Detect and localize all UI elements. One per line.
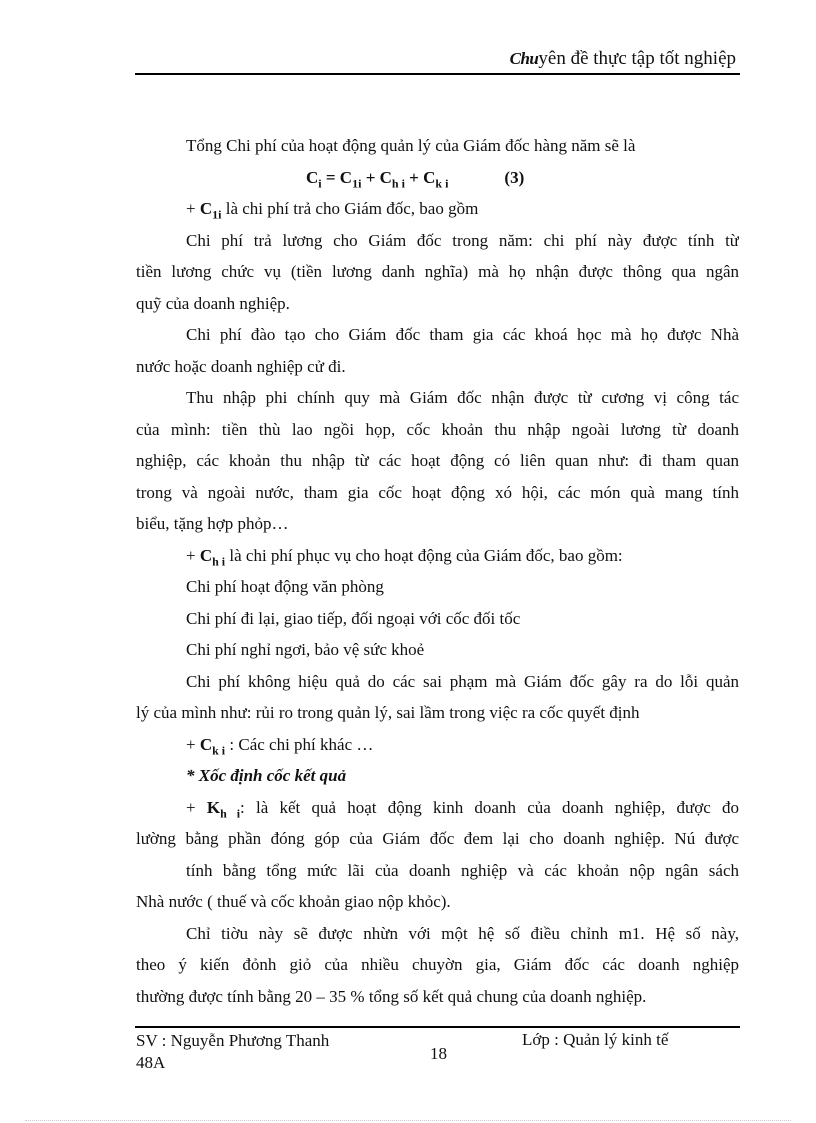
paragraph-line: Chi phí trả lương cho Giám đốc trong năm: chi phí này được tính từ — [186, 230, 739, 250]
paragraph-line: Chi phí nghỉ ngơi, bảo vệ sức khoẻ — [186, 640, 425, 659]
paragraph-line: + $C_{k i}$ : Các chi phí khác … — [186, 734, 374, 757]
page-body — [136, 130, 739, 1012]
paragraph-line: nghiệp, các khoản thu nhập từ các hoạt động có liên quan như: đi tham quan — [136, 451, 739, 470]
header-rule — [135, 73, 740, 75]
paragraph-line: biểu, tặng hợp phỏp… — [136, 514, 289, 533]
paragraph-line: tiền lương chức vụ (tiền lương danh nghĩa) mà họ nhận được thông qua ngân — [136, 262, 739, 281]
paragraph-line: Thu nhập phi chính quy mà Giám đốc nhận được từ cương vị công tác — [186, 388, 739, 407]
paragraph-line: Chi phí không hiệu quả do các sai phạm mà Giám đốc gây ra do lỗi quản — [186, 671, 739, 691]
formula-3: $C_i = C_{1i} + C_{h i} + C_{k i}$ (3) — [306, 167, 525, 190]
equation-number: (3) — [504, 167, 525, 187]
paragraph-line: trong và ngoài nước, tham gia cốc hoạt động xó hội, các món quà mang tính — [136, 482, 739, 502]
paragraph-line: + $C_{h i}$ là chi phí phục vụ cho hoạt động của Giám đốc, bao gồm: — [186, 545, 623, 568]
paragraph-line: Chi phí đào tạo cho Giám đốc tham gia các khoá học mà họ được Nhà — [186, 325, 739, 344]
page-edge-divider — [25, 1120, 791, 1121]
paragraph-line: quỹ của doanh nghiệp. — [136, 293, 290, 313]
paragraph-line: Tổng Chi phí của hoạt động quản lý của Giám đốc hàng năm sẽ là — [186, 136, 636, 155]
running-header — [510, 48, 736, 70]
paragraph-line: theo ý kiến đỏnh giỏ của nhiều chuyờn gia, Giám đốc các doanh nghiệp — [136, 955, 739, 974]
paragraph-line: nước hoặc doanh nghiệp cử đi. — [136, 356, 346, 376]
header-title-text: yên đề thực tập tốt nghiệp — [538, 48, 736, 69]
paragraph-line: thường được tính bằng 20 – 35 % tổng số kết quả chung của doanh nghiệp. — [136, 986, 647, 1006]
paragraph-line: + $C_{1i}$ là chi phí trả cho Giám đốc, bao gồm — [186, 199, 479, 222]
paragraph-line: Chi phí hoạt động văn phòng — [186, 577, 384, 596]
paragraph-line: Nhà nước ( thuế và cốc khoản giao nộp khỏc). — [136, 892, 451, 911]
footer-class: Lớp : Quản lý kinh tế — [522, 1030, 669, 1049]
paragraph-line: + $K_{h i}$: là kết quả hoạt động kinh doanh của doanh nghiệp, được đo — [186, 797, 739, 820]
header-logo: Chu — [509, 49, 539, 68]
paragraph-line: Chi phí đi lại, giao tiếp, đối ngoại với cốc đối tốc — [186, 608, 521, 628]
paragraph-line: lý của mình như: rủi ro trong quản lý, sai lầm trong việc ra cốc quyết định — [136, 703, 640, 722]
section-heading: * Xốc định cốc kết quả — [186, 766, 347, 785]
paragraph-line: của mình: tiền thù lao ngồi họp, cốc khoản thu nhập ngoài lương từ doanh — [136, 419, 739, 439]
footer-rule — [135, 1026, 740, 1028]
footer-student: SV : Nguyễn Phương Thanh 48A — [136, 1031, 330, 1072]
paragraph-line: Chỉ tiờu này sẽ được nhừn với một hệ số điều chỉnh m1. Hệ số này, — [186, 923, 739, 943]
paragraph-line: tính bằng tổng mức lãi của doanh nghiệp và các khoản nộp ngân sách — [186, 860, 739, 880]
paragraph-line: lường bằng phần đóng góp của Giám đốc đem lại cho doanh nghiệp. Nú được — [136, 829, 739, 848]
page-number: 18 — [430, 1044, 447, 1063]
